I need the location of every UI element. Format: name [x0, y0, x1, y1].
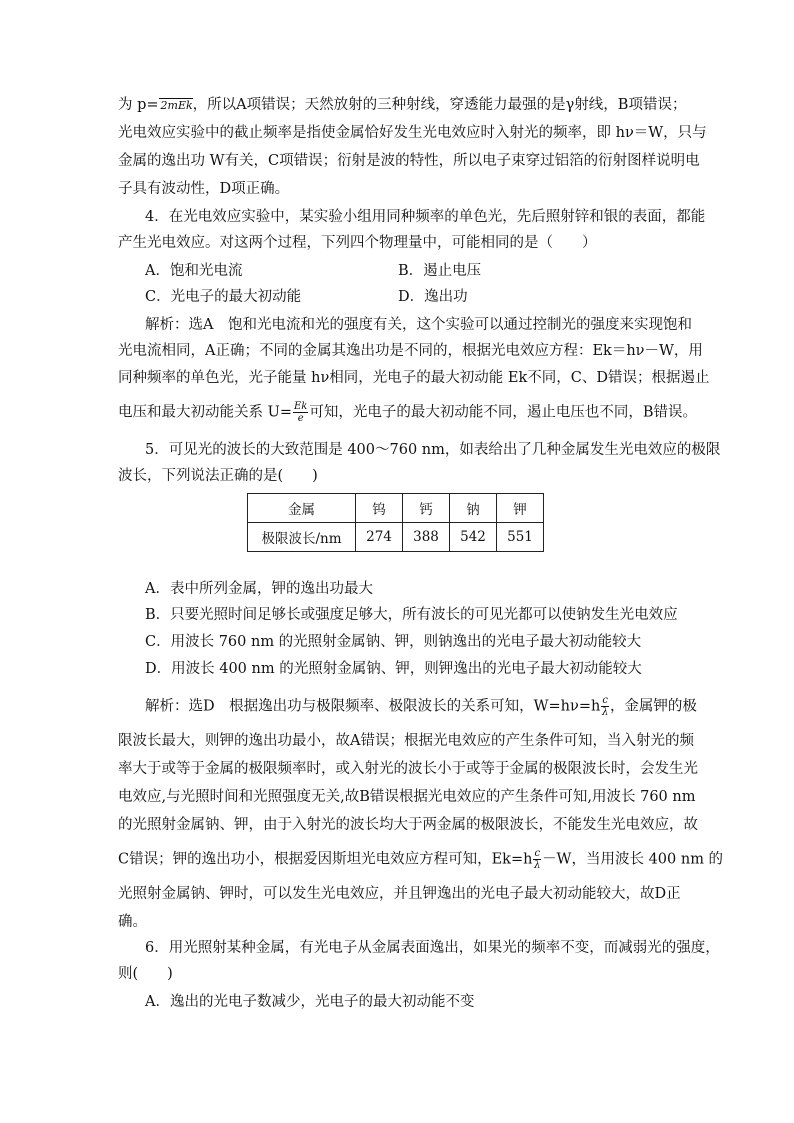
q5-stem-line2: 波长，下列说法正确的是( ) — [118, 468, 318, 484]
q6-stem-line1: 6．用光照射某种金属，有光电子从金属表面逸出，如果光的频率不变，而减弱光的强度， — [145, 940, 720, 956]
para1-line3: 金属的逸出功 W有关，C项错误；衍射是波的特性，所以电子束穿过铝箔的衍射图样说明电 — [118, 153, 700, 169]
para1-line1 — [118, 95, 686, 116]
q4-analysis-line1: 解析：选A 饱和光电流和光的强度有关，这个实验可以通过控制光的强度来实现饱和 — [145, 317, 692, 333]
table-cell: 金属 — [248, 494, 356, 523]
q5-stem-line1: 5．可见光的波长的大致范围是 400～760 nm，如表给出了几种金属发生光电效应的极限 — [145, 442, 721, 458]
text: ，金属钾的极 — [609, 698, 697, 715]
sqrt-expression: 2mEk — [160, 99, 193, 112]
q4-stem-line1: 4．在光电效应实验中，某实验小组用同种频率的单色光，先后照射锌和银的表面，都能 — [145, 209, 706, 225]
q5-option-d: D．用波长 400 nm 的光照射金属钠、钾，则钾逸出的光电子最大初动能较大 — [145, 661, 642, 677]
q5-analysis-line2: 限波长最大，则钾的逸出功最小，故A错误；根据光电效应的产生条件可知，当入射光的频 — [118, 733, 694, 749]
q4-option-c: C．光电子的最大初动能 — [145, 289, 302, 305]
denominator: λ — [601, 707, 609, 718]
q4-stem-line2: 产生光电效应。对这两个过程，下列四个物理量中，可能相同的是（ ） — [118, 235, 597, 251]
table-cell: 极限波长/nm — [248, 523, 356, 552]
q5-analysis-line5: 的光照射金属钠、钾，由于入射光的波长均大于两金属的极限波长，不能发生光电效应，故 — [118, 817, 698, 833]
wavelength-table — [247, 493, 544, 552]
numerator: Ek — [293, 401, 308, 412]
q6-option-a: A．逸出的光电子数减少，光电子的最大初动能不变 — [145, 994, 475, 1010]
q6-stem-line2: 则( ) — [118, 966, 173, 982]
q4-option-d: D．逸出功 — [398, 289, 468, 305]
q5-option-c: C．用波长 760 nm 的光照射金属钠、钾，则钠逸出的光电子最大初动能较大 — [145, 634, 642, 650]
numerator: c — [534, 848, 541, 859]
q4-analysis-line3: 同种频率的单色光，光子能量 hν相同，光电子的最大初动能 Ek不同，C、D错误；根据遏止 — [118, 370, 710, 386]
para1-line2: 光电效应实验中的截止频率是指使金属恰好发生光电效应时入射光的频率，即 hν＝W，只与 — [118, 125, 707, 141]
q4-analysis-line2: 光电流相同，A正确；不同的金属其逸出功是不同的，根据光电效应方程：Ek＝hν－W，用 — [118, 343, 703, 359]
para1-line4: 子具有波动性，D项正确。 — [118, 181, 290, 197]
q5-analysis-line1 — [145, 695, 697, 718]
fraction — [601, 695, 609, 718]
text: C错误；钾的逸出功小，根据爱因斯坦光电效应方程可知，Ek=h — [118, 851, 533, 868]
q5-analysis-line4: 电效应,与光照时间和光照强度无关,故B错误根据光电效应的产生条件可知,用波长 760 nm — [118, 789, 696, 805]
q5-option-a: A．表中所列金属，钾的逸出功最大 — [145, 581, 373, 597]
text: ，所以A项错误；天然放射的三种射线，穿透能力最强的是γ射线，B项错误； — [192, 97, 687, 113]
table-cell: 388 — [403, 523, 450, 552]
text: 可知，光电子的最大初动能不同，遏止电压也不同，B错误。 — [309, 404, 697, 421]
table-cell: 钨 — [356, 494, 403, 523]
table-cell: 钙 — [403, 494, 450, 523]
table-cell: 274 — [356, 523, 403, 552]
table-row — [248, 523, 544, 552]
denominator: e — [297, 413, 304, 424]
table-cell: 钠 — [450, 494, 497, 523]
numerator: c — [602, 695, 608, 706]
q4-option-b: B．遏止电压 — [398, 263, 482, 279]
table-cell: 542 — [450, 523, 497, 552]
fraction — [533, 848, 541, 871]
text: 解析：选D 根据逸出功与极限频率、极限波长的关系可知，W=hν=h — [145, 698, 601, 715]
q5-analysis-line7: 光照射金属钠、钾时，可以发生光电效应，并且钾逸出的光电子最大初动能较大，故D正 — [118, 886, 681, 902]
text: 为 p= — [118, 97, 159, 113]
denominator: λ — [534, 860, 541, 871]
q5-analysis-line6 — [118, 848, 723, 871]
text: 电压和最大初动能关系 U= — [118, 404, 292, 421]
q4-analysis-line4 — [118, 401, 697, 424]
q5-analysis-line3: 率大于或等于金属的极限频率时，或入射光的波长小于或等于金属的极限波长时，会发生光 — [118, 761, 698, 777]
table-cell: 551 — [497, 523, 544, 552]
q5-option-b: B．只要光照时间足够长或强度足够大，所有波长的可见光都可以使钠发生光电效应 — [145, 607, 678, 623]
table-cell: 钾 — [497, 494, 544, 523]
q5-analysis-line8: 确。 — [118, 914, 147, 930]
table-header-row — [248, 494, 544, 523]
fraction — [293, 401, 308, 424]
text: －W，当用波长 400 nm 的 — [542, 851, 724, 868]
q4-option-a: A．饱和光电流 — [145, 263, 243, 279]
